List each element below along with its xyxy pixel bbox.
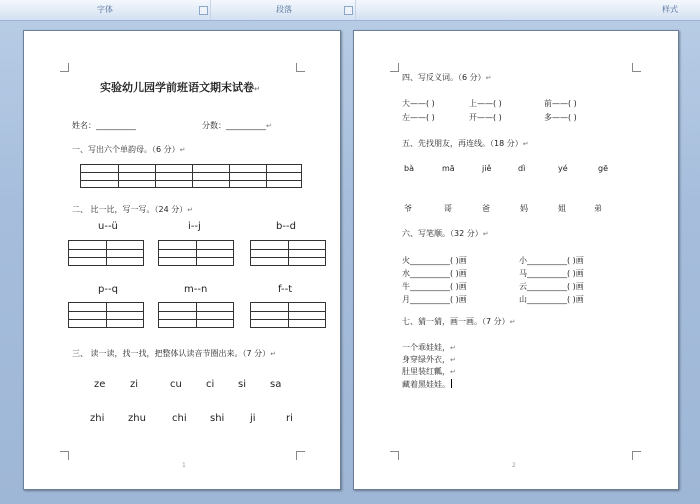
compare-pair-label: i--j	[188, 221, 201, 232]
writing-grid-pair	[68, 302, 144, 328]
ribbon-group-font[interactable]	[0, 0, 211, 20]
compare-pair-label: f--t	[278, 284, 293, 295]
document-page-2[interactable]	[353, 30, 679, 490]
syllable-item: si	[238, 379, 246, 390]
riddle-line: 身穿绿外衣，↵	[402, 355, 456, 364]
hanzi-item: 爷	[404, 204, 412, 213]
ribbon-bar	[0, 0, 700, 21]
font-dialog-launcher-icon[interactable]	[199, 6, 208, 15]
stroke-item: 月__________( )画	[402, 295, 467, 304]
stroke-item: 火__________( )画	[402, 256, 467, 265]
writing-grid-pair	[68, 240, 144, 266]
text-cursor	[451, 379, 452, 388]
riddle-line[interactable]: 藏着黑娃娃。	[402, 380, 450, 389]
writing-grid-pair	[158, 302, 234, 328]
margin-mark-bottom-right	[632, 451, 641, 460]
pinyin-item: jiě	[482, 164, 492, 173]
margin-mark-bottom-left	[390, 451, 399, 460]
hanzi-item: 弟	[594, 204, 602, 213]
syllable-item: zhu	[128, 413, 146, 424]
syllable-item: ri	[286, 413, 293, 424]
compare-pair-label: m--n	[184, 284, 208, 295]
margin-mark-top-left	[390, 63, 399, 72]
antonym-item: 左——( )	[402, 113, 435, 122]
page-number: 1	[182, 462, 186, 469]
section-6-heading: 六、写笔顺。（32 分）↵	[402, 229, 489, 238]
writing-grid-pair	[250, 302, 326, 328]
antonym-item: 多——( )	[544, 113, 577, 122]
riddle-line: 肚里装红瓤，↵	[402, 367, 456, 376]
compare-pair-label: b--d	[276, 221, 296, 232]
pinyin-item: bà	[404, 164, 414, 173]
syllable-item: sa	[270, 379, 282, 390]
hanzi-item: 妈	[520, 204, 528, 213]
syllable-item: ze	[94, 379, 106, 390]
hanzi-item: 爸	[482, 204, 490, 213]
ribbon-group-styles[interactable]	[358, 0, 700, 20]
syllable-item: ci	[206, 379, 215, 390]
ribbon-group-paragraph[interactable]	[213, 0, 356, 20]
syllable-item: ji	[250, 413, 256, 424]
page-number: 2	[512, 462, 516, 469]
antonym-item: 开——( )	[469, 113, 502, 122]
section-1-heading: 一、写出六个单韵母。（6 分）↵	[72, 145, 186, 154]
section-5-heading: 五、先找朋友，再连线。（18 分）↵	[402, 139, 529, 148]
stroke-item: 小__________( )画	[519, 256, 584, 265]
stroke-item: 马__________( )画	[519, 269, 584, 278]
pinyin-item: gē	[598, 164, 608, 173]
hanzi-item: 哥	[444, 204, 452, 213]
margin-mark-bottom-right	[296, 451, 305, 460]
syllable-item: zi	[130, 379, 139, 390]
compare-pair-label: u--ü	[98, 221, 118, 232]
name-field: 姓名：__________	[72, 121, 136, 130]
margin-mark-top-right	[296, 63, 305, 72]
writing-grid-pair	[158, 240, 234, 266]
ribbon-group-styles-label: 样式	[662, 5, 678, 14]
exam-title: 实验幼儿园学前班语文期末试卷↵	[100, 81, 260, 94]
syllable-item: cu	[170, 379, 182, 390]
section-7-heading: 七、猜一猜，画一画。（7 分）↵	[402, 317, 516, 326]
stroke-item: 牛__________( )画	[402, 282, 467, 291]
stroke-item: 水__________( )画	[402, 269, 467, 278]
writing-grid-pair	[250, 240, 326, 266]
writing-grid-section1	[80, 164, 302, 188]
ribbon-group-font-label: 字体	[97, 5, 113, 14]
pinyin-item: dì	[518, 164, 526, 173]
paragraph-dialog-launcher-icon[interactable]	[344, 6, 353, 15]
antonym-item: 前——( )	[544, 99, 577, 108]
syllable-item: zhi	[90, 413, 105, 424]
compare-pair-label: p--q	[98, 284, 118, 295]
document-page-1[interactable]	[23, 30, 341, 490]
pinyin-item: mā	[442, 164, 455, 173]
section-2-heading: 二、 比一比，写一写。（24 分）↵	[72, 205, 194, 214]
hanzi-item: 姐	[558, 204, 566, 213]
margin-mark-top-right	[632, 63, 641, 72]
syllable-item: shi	[210, 413, 225, 424]
section-4-heading: 四、写反义词。（6 分）↵	[402, 73, 492, 82]
score-field: 分数：__________↵	[202, 121, 272, 130]
margin-mark-bottom-left	[60, 451, 69, 460]
ribbon-group-paragraph-label: 段落	[276, 5, 292, 14]
riddle-line: 一个乖娃娃，↵	[402, 343, 456, 352]
syllable-item: chi	[172, 413, 187, 424]
margin-mark-top-left	[60, 63, 69, 72]
antonym-item: 大——( )	[402, 99, 435, 108]
section-3-heading: 三、 读一读，找一找，把整体认读音节圈出来。（7 分）↵	[72, 349, 277, 358]
stroke-item: 云__________( )画	[519, 282, 584, 291]
stroke-item: 山__________( )画	[519, 295, 584, 304]
pinyin-item: yé	[558, 164, 568, 173]
antonym-item: 上——( )	[469, 99, 502, 108]
